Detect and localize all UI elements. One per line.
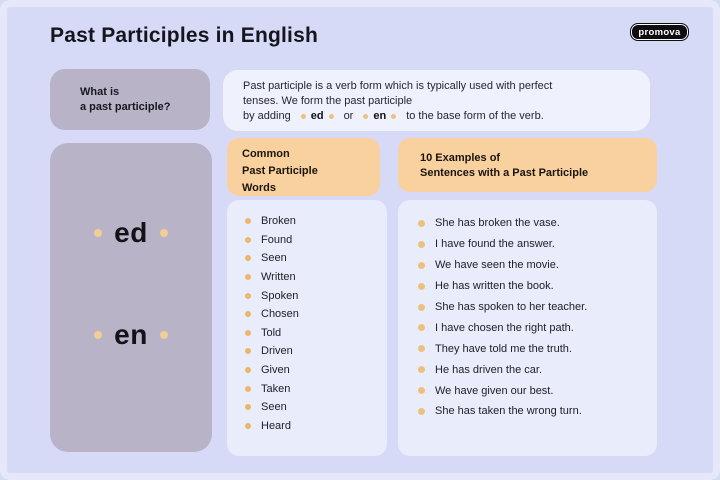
definition-line-3 <box>243 109 636 124</box>
bullet-dot-icon <box>329 114 334 119</box>
question-line: What is <box>80 85 120 98</box>
bullet-dot-icon <box>245 237 251 243</box>
definition-prefix: by adding <box>243 110 291 122</box>
definition-suffix-text: to the base form of the verb. <box>406 110 544 122</box>
word-label: Heard <box>261 419 291 432</box>
bullet-dot-icon <box>418 324 425 331</box>
bullet-dot-icon <box>301 114 306 119</box>
word-list-item <box>245 379 387 398</box>
sentence-label: He has driven the car. <box>435 363 543 376</box>
word-list-item <box>245 286 387 305</box>
suffix-card <box>50 143 212 452</box>
word-list-item <box>245 305 387 324</box>
word-list-item <box>245 249 387 268</box>
sentence-list-item <box>418 213 657 234</box>
bullet-dot-icon <box>418 366 425 373</box>
suffix-label: en <box>114 319 148 350</box>
definition-conjunction: or <box>343 110 354 122</box>
word-list-item <box>245 231 387 250</box>
sentence-list-item <box>418 359 657 380</box>
word-list-item <box>245 324 387 343</box>
sentences-column-header <box>398 138 657 192</box>
sentence-label: I have chosen the right path. <box>435 321 574 334</box>
bullet-dot-icon <box>418 283 425 290</box>
bullet-dot-icon <box>418 241 425 248</box>
suffix-item <box>94 217 168 249</box>
bullet-dot-icon <box>245 293 251 299</box>
word-label: Seen <box>261 252 287 265</box>
sentence-label: She has taken the wrong turn. <box>435 405 582 418</box>
definition-card <box>223 70 650 131</box>
suffix-en-label: en <box>373 110 387 122</box>
page-title: Past Participles in English <box>50 24 318 47</box>
words-header-line: Common <box>242 148 290 160</box>
sentence-list-item <box>418 276 657 297</box>
word-list-item <box>245 361 387 380</box>
bullet-dot-icon <box>245 274 251 280</box>
word-label: Told <box>261 326 282 339</box>
sentence-list-item <box>418 317 657 338</box>
sentence-list-item <box>418 297 657 318</box>
bullet-dot-icon <box>418 262 425 269</box>
sentence-label: I have found the answer. <box>435 238 555 251</box>
word-list-item <box>245 398 387 417</box>
sentences-header-line: Sentences with a Past Participle <box>420 167 589 179</box>
word-label: Broken <box>261 215 296 228</box>
word-list-item <box>245 342 387 361</box>
bullet-dot-icon <box>245 386 251 392</box>
sentence-label: They have told me the truth. <box>435 342 572 355</box>
question-line: a past participle? <box>80 100 171 113</box>
sentence-list-item <box>418 234 657 255</box>
bullet-dot-icon <box>418 387 425 394</box>
suffix-item <box>94 319 168 351</box>
bullet-dot-icon <box>418 304 425 311</box>
bullet-dot-icon <box>245 348 251 354</box>
sentence-label: She has broken the vase. <box>435 217 560 230</box>
word-label: Found <box>261 233 293 246</box>
word-list-item <box>245 212 387 231</box>
word-label: Spoken <box>261 289 299 302</box>
bullet-dot-icon <box>94 229 102 237</box>
sentences-header-line: 10 Examples of <box>420 152 501 164</box>
word-label: Given <box>261 364 290 377</box>
sentences-list <box>398 200 657 456</box>
bullet-dot-icon <box>94 331 102 339</box>
word-list-item <box>245 268 387 287</box>
bullet-dot-icon <box>245 255 251 261</box>
word-label: Chosen <box>261 308 299 321</box>
bullet-dot-icon <box>418 408 425 415</box>
word-label: Written <box>261 271 296 284</box>
question-card <box>50 69 210 130</box>
bullet-dot-icon <box>245 311 251 317</box>
bullet-dot-icon <box>245 330 251 336</box>
sentence-label: He has written the book. <box>435 280 554 293</box>
bullet-dot-icon <box>245 423 251 429</box>
sentence-list-item <box>418 338 657 359</box>
suffix-label: ed <box>114 217 148 248</box>
sentence-label: She has spoken to her teacher. <box>435 301 588 313</box>
definition-line-1: Past participle is a verb form which is typically used with perfect <box>243 80 553 92</box>
bullet-dot-icon <box>245 367 251 373</box>
words-header-line: Words <box>242 182 277 194</box>
bullet-dot-icon <box>391 114 396 119</box>
word-label: Taken <box>261 382 291 395</box>
sentence-list-item <box>418 255 657 276</box>
bullet-dot-icon <box>245 404 251 410</box>
suffix-ed-label: ed <box>310 110 324 122</box>
promova-logo: promova <box>630 23 689 41</box>
word-label: Seen <box>261 401 287 414</box>
bullet-dot-icon <box>160 229 168 237</box>
definition-line-2: tenses. We form the past participle <box>243 95 413 107</box>
sentence-list-item <box>418 401 657 422</box>
bullet-dot-icon <box>418 345 425 352</box>
bullet-dot-icon <box>160 331 168 339</box>
sentence-list-item <box>418 380 657 401</box>
words-header-line: Past Participle <box>242 165 318 177</box>
word-list-item <box>245 417 387 436</box>
bullet-dot-icon <box>418 220 425 227</box>
word-label: Driven <box>261 345 293 358</box>
bullet-dot-icon <box>245 218 251 224</box>
sentence-label: We have seen the movie. <box>435 259 559 272</box>
bullet-dot-icon <box>363 114 368 119</box>
sentence-label: We have given our best. <box>435 384 554 397</box>
words-column-header <box>227 138 380 196</box>
words-list <box>227 200 387 456</box>
